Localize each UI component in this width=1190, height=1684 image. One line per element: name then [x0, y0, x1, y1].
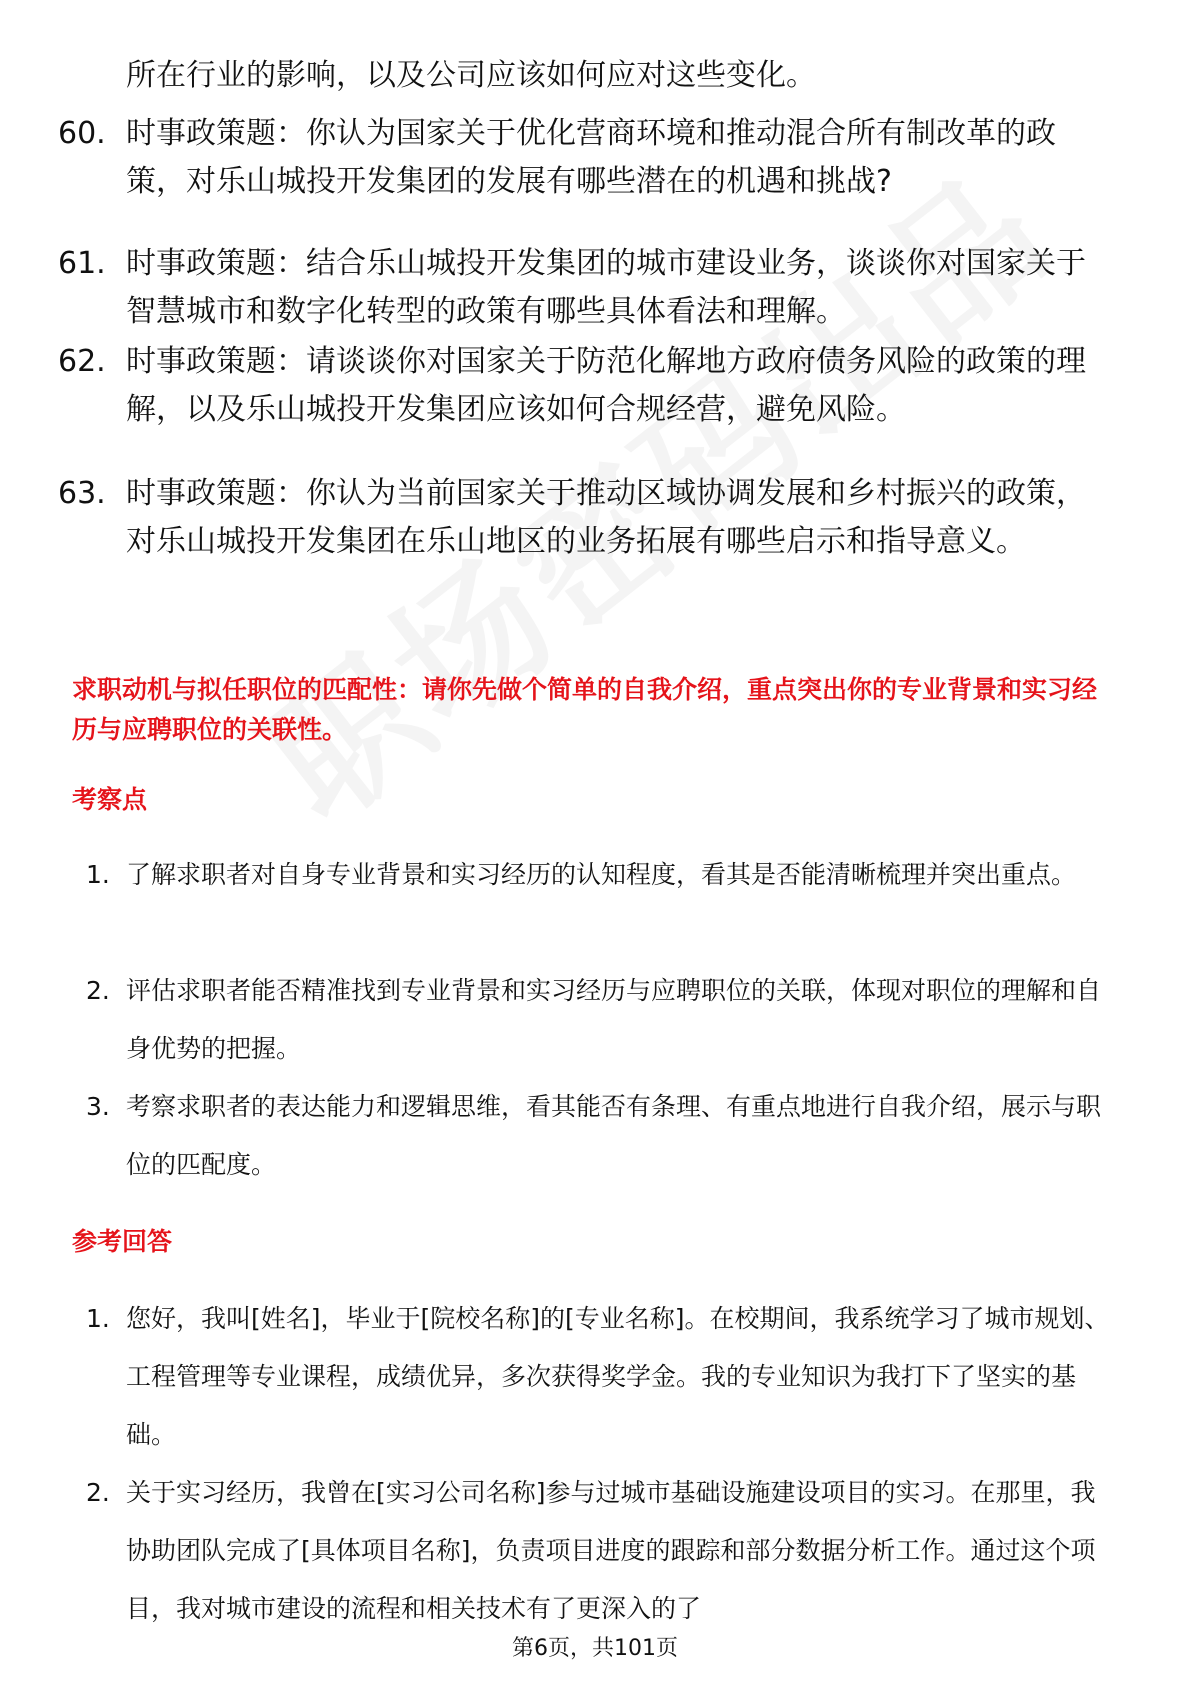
list-item-number: 1. — [86, 1304, 110, 1333]
question-text: 时事政策题：你认为国家关于优化营商环境和推动混合所有制改革的政策，对乐山城投开发集团的发展有哪些潜在的机遇和挑战? — [126, 116, 1056, 199]
question-item — [58, 338, 1098, 434]
section-heading: 求职动机与拟任职位的匹配性：请你先做个简单的自我介绍，重点突出你的专业背景和实习经历与应聘职位的关联性。 — [72, 675, 1098, 744]
reference-answer-title: 参考回答 — [72, 1227, 173, 1256]
list-item — [86, 1078, 1116, 1194]
assessment-title: 考察点 — [72, 785, 148, 814]
question-item — [58, 470, 1098, 566]
list-item-number: 3. — [86, 1092, 110, 1121]
question-number: 60. — [58, 116, 106, 151]
list-item — [86, 1464, 1116, 1638]
list-item-text: 您好，我叫[姓名]，毕业于[院校名称]的[专业名称]。在校期间，我系统学习了城市规划、工程管理等专业课程，成绩优异，多次获得奖学金。我的专业知识为我打下了坚实的基础。 — [126, 1304, 1110, 1449]
question-text: 时事政策题：请谈谈你对国家关于防范化解地方政府债务风险的政策的理解，以及乐山城投开发集团应该如何合规经营，避免风险。 — [126, 344, 1086, 427]
list-item-text: 了解求职者对自身专业背景和实习经历的认知程度，看其是否能清晰梳理并突出重点。 — [126, 860, 1077, 889]
page-footer: 第6页，共101页 — [512, 1636, 678, 1661]
question-number: 62. — [58, 344, 106, 379]
list-item-number: 2. — [86, 976, 110, 1005]
list-item — [86, 1290, 1116, 1464]
question-number: 63. — [58, 476, 106, 511]
list-item-number: 1. — [86, 860, 110, 889]
list-item-text: 评估求职者能否精准找到专业背景和实习经历与应聘职位的关联，体现对职位的理解和自身优势的把握。 — [126, 976, 1102, 1063]
question-item — [58, 110, 1098, 206]
question-continuation: 所在行业的影响，以及公司应该如何应对这些变化。 — [126, 58, 816, 93]
list-item-text: 考察求职者的表达能力和逻辑思维，看其能否有条理、有重点地进行自我介绍，展示与职位的匹配度。 — [126, 1092, 1102, 1179]
question-item — [58, 240, 1098, 336]
list-item — [86, 846, 1116, 904]
question-number: 61. — [58, 246, 106, 281]
list-item-text: 关于实习经历，我曾在[实习公司名称]参与过城市基础设施建设项目的实习。在那里，我协助团队完成了[具体项目名称]，负责项目进度的跟踪和部分数据分析工作。通过这个项目，我对城市建设的流程和相关技术有了更深入的了 — [126, 1478, 1096, 1623]
list-item-number: 2. — [86, 1478, 110, 1507]
list-item — [86, 962, 1116, 1078]
question-text: 时事政策题：你认为当前国家关于推动区域协调发展和乡村振兴的政策，对乐山城投开发集团在乐山地区的业务拓展有哪些启示和指导意义。 — [126, 476, 1086, 559]
question-text: 时事政策题：结合乐山城投开发集团的城市建设业务，谈谈你对国家关于智慧城市和数字化转型的政策有哪些具体看法和理解。 — [126, 246, 1086, 329]
